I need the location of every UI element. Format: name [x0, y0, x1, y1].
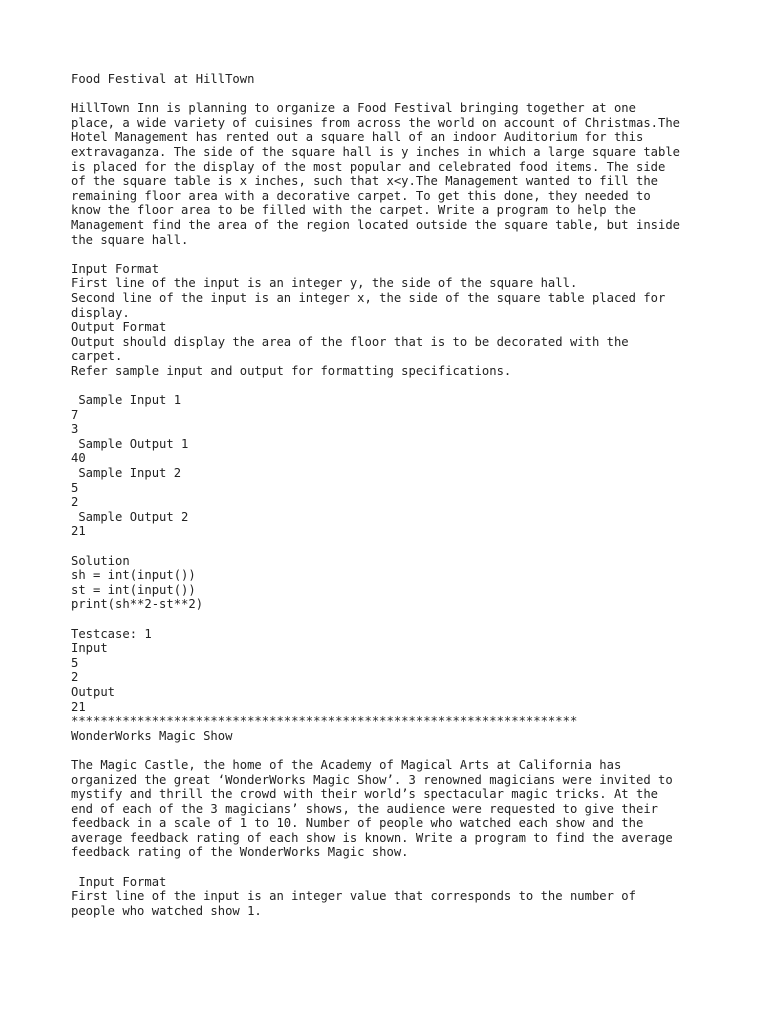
spec-line: carpet.	[71, 349, 123, 364]
section-heading: Input Format	[71, 874, 167, 889]
testcase-value: 5	[71, 655, 79, 670]
description-line: organized the great ‘WonderWorks Magic Show’. 3 renowned magicians were invited to	[71, 772, 673, 787]
sample-value: 7	[71, 407, 79, 422]
document-page	[71, 72, 711, 918]
blank-line	[71, 612, 711, 627]
sample-value: 5	[71, 480, 79, 495]
spec-line: Output should display the area of the floor that is to be decorated with the	[71, 334, 629, 349]
section-heading: Solution	[71, 553, 130, 568]
testcase-heading: Testcase: 1	[71, 626, 152, 641]
description-line: of the square table is x inches, such that x<y.The Management wanted to fill the	[71, 174, 658, 189]
problem-title: WonderWorks Magic Show	[71, 728, 233, 743]
spec-line: Second line of the input is an integer x, the side of the square table placed for	[71, 290, 666, 305]
spec-line: display.	[71, 305, 130, 320]
blank-line	[71, 247, 711, 262]
description-line: feedback in a scale of 1 to 10. Number of people who watched each show and the	[71, 816, 644, 831]
description-line: remaining floor area with a decorative carpet. To get this done, they needed to	[71, 188, 651, 203]
description-line: extravaganza. The side of the square hall is y inches in which a large square table	[71, 144, 681, 159]
blank-line	[71, 860, 711, 875]
blank-line	[71, 378, 711, 393]
section-heading: Input Format	[71, 261, 160, 276]
description-line: know the floor area to be filled with the carpet. Write a program to help the	[71, 203, 636, 218]
spec-line: Refer sample input and output for formatting specifications.	[71, 363, 512, 378]
description-line: average feedback rating of each show is known. Write a program to find the average	[71, 830, 673, 845]
sample-heading: Sample Output 1	[71, 436, 189, 451]
sample-heading: Sample Input 2	[71, 466, 182, 481]
testcase-label: Input	[71, 641, 108, 656]
blank-line	[71, 539, 711, 554]
code-line: print(sh**2-st**2)	[71, 597, 204, 612]
description-line: mystify and thrill the crowd with their world’s spectacular magic tricks. At the	[71, 787, 658, 802]
sample-heading: Sample Input 1	[71, 393, 182, 408]
blank-line	[71, 743, 711, 758]
testcase-value: 21	[71, 699, 86, 714]
description-line: place, a wide variety of cuisines from across the world on account of Christmas.The	[71, 115, 681, 130]
sample-value: 2	[71, 495, 79, 510]
description-line: the square hall.	[71, 232, 189, 247]
description-line: Hotel Management has rented out a square hall of an indoor Auditorium for this	[71, 130, 644, 145]
spec-line: First line of the input is an integer value that corresponds to the number of	[71, 889, 636, 904]
code-line: sh = int(input())	[71, 568, 196, 583]
spec-line: people who watched show 1.	[71, 903, 262, 918]
description-line: The Magic Castle, the home of the Academy of Magical Arts at California has	[71, 757, 622, 772]
description-line: is placed for the display of the most popular and celebrated food items. The side	[71, 159, 666, 174]
testcase-value: 2	[71, 670, 79, 685]
description-line: HillTown Inn is planning to organize a Food Festival bringing together at one	[71, 101, 636, 116]
code-line: st = int(input())	[71, 582, 196, 597]
spec-line: First line of the input is an integer y, the side of the square hall.	[71, 276, 578, 291]
sample-heading: Sample Output 2	[71, 509, 189, 524]
sample-value: 40	[71, 451, 86, 466]
problem-title: Food Festival at HillTown	[71, 72, 255, 86]
separator-line: *********************************************************************	[71, 714, 578, 729]
sample-value: 21	[71, 524, 86, 539]
description-line: Management find the area of the region located outside the square table, but inside	[71, 217, 681, 232]
sample-value: 3	[71, 422, 79, 437]
description-line: feedback rating of the WonderWorks Magic show.	[71, 845, 409, 860]
section-heading: Output Format	[71, 320, 167, 335]
testcase-label: Output	[71, 684, 116, 699]
blank-line	[71, 87, 711, 102]
description-line: end of each of the 3 magicians’ shows, the audience were requested to give their	[71, 801, 658, 816]
